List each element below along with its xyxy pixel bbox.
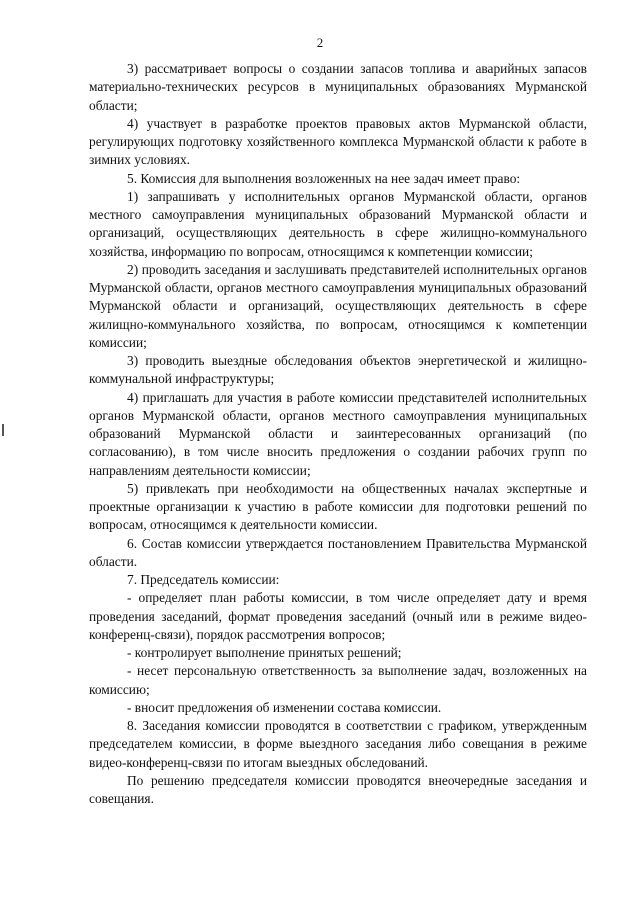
- paragraph-chairman-plan: - определяет план работы комиссии, в том числе определяет дату и время проведения заседаний, формат проведения заседаний (очный или в режиме видео-конференц-связи), порядок рассмотрения вопросов;: [89, 590, 587, 642]
- paragraph-item-3-fuel-reserves: 3) рассматривает вопросы о создании запасов топлива и аварийных запасов материально-технических ресурсов в муниципальных образованиях Мурманской области;: [89, 61, 587, 113]
- page-number: 2: [316, 35, 324, 50]
- paragraph-chairman-responsibility: - несет персональную ответственность за выполнение задач, возложенных на комиссию;: [89, 663, 587, 697]
- paragraph-right-1-request-info: 1) запрашивать у исполнительных органов Мурманской области, органов местного самоуправления муниципальных образований Мурманской области и организаций, осуществляющих деятельность в сфере жилищно-коммунального хозяйства, информацию по вопросам, относящимся к компетенции комиссии;: [89, 188, 587, 259]
- paragraph-chairman-composition-changes: - вносит предложения об изменении состава комиссии.: [127, 699, 442, 715]
- paragraph-right-5-engage-experts: 5) привлекать при необходимости на общественных началах экспертные и проектные организации к участию в работе комиссии для подготовки решений по вопросам, относящимся к деятельности комиссии.: [89, 480, 587, 533]
- paragraph-section-8-meetings: 8. Заседания комиссии проводятся в соответствии с графиком, утвержденным председателем комиссии, в форме выездного заседания либо совещания в режиме видео-конференц-связи по итогам выездных обследований.: [89, 718, 587, 770]
- paragraph-section-5-rights: 5. Комиссия для выполнения возложенных на нее задач имеет право:: [127, 170, 521, 186]
- paragraph-chairman-control: - контролирует выполнение принятых решений;: [127, 645, 402, 660]
- paragraph-section-7-chairman: 7. Председатель комиссии:: [127, 572, 280, 587]
- document-body: [89, 60, 587, 808]
- paragraph-extraordinary-meetings: По решению председателя комиссии проводятся внеочередные заседания и совещания.: [89, 772, 587, 806]
- paragraph-right-4-invite: 4) приглашать для участия в работе комиссии представителей исполнительных органов Мурманской области, органов местного самоуправления муниципальных образований Мурманской области и заинтересованных организаций (по согласованию), в том числе вносить предложения о создании рабочих групп по направлениям деятельности комиссии;: [89, 389, 587, 478]
- paragraph-right-2-hold-meetings: 2) проводить заседания и заслушивать представителей исполнительных органов Мурманской области, органов местного самоуправления муниципальных образований Мурманской области и организаций, осуществляющих деятельность в сфере жилищно-коммунального хозяйства, по вопросам, относящимся к компетенции комиссии;: [89, 261, 587, 350]
- paragraph-right-3-inspections: 3) проводить выездные обследования объектов энергетической и жилищно-коммунальной инфраструктуры;: [89, 353, 587, 387]
- paragraph-item-4-legal-acts: 4) участвует в разработке проектов правовых актов Мурманской области, регулирующих подготовку хозяйственного комплекса Мурманской области к работе в зимних условиях.: [89, 115, 587, 168]
- paragraph-section-6-composition: 6. Состав комиссии утверждается постановлением Правительства Мурманской области.: [89, 535, 587, 569]
- scan-edge-mark: [2, 424, 4, 436]
